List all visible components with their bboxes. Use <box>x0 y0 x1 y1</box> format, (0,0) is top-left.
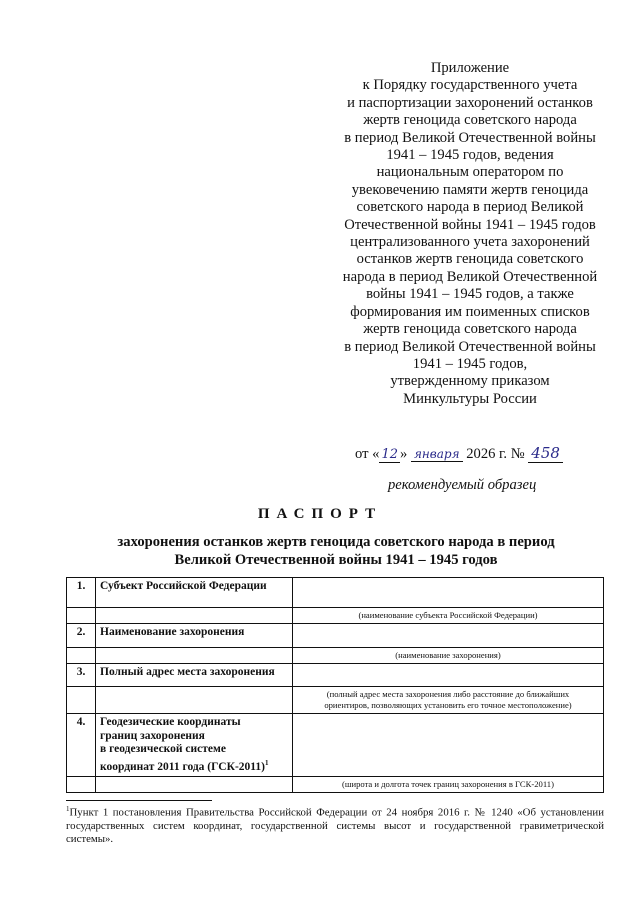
passport-table <box>66 577 604 793</box>
table-row <box>67 624 604 648</box>
appendix-line: Минкультуры России <box>403 390 537 407</box>
footnote <box>66 803 604 846</box>
caption-address <box>293 687 604 714</box>
footnote-divider <box>66 800 212 801</box>
table-row-caption <box>67 648 604 664</box>
coord-label-line-1: Геодезические координаты <box>100 716 241 728</box>
recommended-sample-label: рекомендуемый образец <box>388 477 537 493</box>
page-subtitle <box>40 534 632 569</box>
row-label-coordinates <box>96 714 293 777</box>
order-month-handwritten: января <box>411 447 463 462</box>
appendix-line: 1941 – 1945 годов, <box>412 355 528 372</box>
order-prefix: от « <box>355 446 380 462</box>
footnote-ref: 1 <box>264 758 269 767</box>
table-row-caption <box>67 608 604 624</box>
appendix-line: централизованного учета захоронений <box>350 234 590 251</box>
appendix-line: останков жертв геноцида советского <box>356 251 584 268</box>
table-row <box>67 714 604 777</box>
caption-coordinates: (широта и долгота точек границ захоронения в ГСК-2011) <box>293 776 604 792</box>
coord-label-line-2: границ захоронения <box>100 729 205 742</box>
caption-address-line-1: (полный адрес места захоронения либо расстояние до ближайших <box>326 689 570 699</box>
appendix-line: Отечественной войны 1941 – 1945 годов <box>344 216 596 233</box>
coord-label-line-4 <box>100 757 288 774</box>
row-label-address: Полный адрес места захоронения <box>96 664 293 687</box>
order-date-number <box>355 444 563 463</box>
order-number-handwritten: 458 <box>528 444 563 463</box>
appendix-line: жертв геноцида советского народа <box>363 321 577 338</box>
order-day-handwritten: 12 <box>381 447 398 462</box>
appendix-line: народа в период Великой Отечественной <box>342 268 598 285</box>
coord-label-text: координат 2011 года (ГСК-2011) <box>100 760 265 773</box>
field-burial-name[interactable] <box>293 624 604 648</box>
appendix-line: национальным оператором по <box>376 164 564 181</box>
appendix-line: 1941 – 1945 годов, ведения <box>386 147 554 164</box>
appendix-line: войны 1941 – 1945 годов, а также <box>366 286 574 303</box>
caption-subject: (наименование субъекта Российской Федерации) <box>293 608 604 624</box>
table-row <box>67 664 604 687</box>
field-address[interactable] <box>293 664 604 687</box>
appendix-line: и паспортизации захоронений останков <box>347 94 593 111</box>
field-coordinates[interactable] <box>293 714 604 777</box>
order-quote-close: » <box>399 446 408 462</box>
appendix-line: утвержденному приказом <box>390 373 550 390</box>
row-number: 4. <box>67 714 96 777</box>
field-subject[interactable] <box>293 578 604 608</box>
appendix-line: жертв геноцида советского народа <box>363 112 577 129</box>
appendix-line: к Порядку государственного учета <box>362 77 578 94</box>
footnote-text: Пункт 1 постановления Правительства Российской Федерации от 24 ноября 2016 г. № 1240 «Об установлении государственных систем координат, государственной системы высот и государственной гравиметрической системы». <box>66 806 604 845</box>
appendix-line: Приложение <box>430 60 510 76</box>
row-label-burial-name: Наименование захоронения <box>96 624 293 648</box>
table-row-caption <box>67 687 604 714</box>
appendix-line: советского народа в период Великой <box>356 199 584 216</box>
row-number: 2. <box>67 624 96 648</box>
row-number: 1. <box>67 578 96 608</box>
row-number: 3. <box>67 664 96 687</box>
appendix-line: формирования им поименных списков <box>350 303 590 320</box>
table-row-caption <box>67 776 604 792</box>
row-label-subject: Субъект Российской Федерации <box>96 578 293 608</box>
footnote-marker: 1 <box>66 805 70 813</box>
order-year: 2026 г. № <box>466 446 525 462</box>
caption-burial-name: (наименование захоронения) <box>293 648 604 664</box>
appendix-line: увековечению памяти жертв геноцида <box>351 181 589 198</box>
caption-address-line-2: ориентиров, позволяющих установить его точное местоположение) <box>324 700 572 710</box>
appendix-line: в период Великой Отечественной войны <box>344 129 596 146</box>
subtitle-line-2: Великой Отечественной войны 1941 – 1945 годов <box>174 551 498 568</box>
coord-label-line-3: в геодезической системе <box>100 743 226 755</box>
table-row <box>67 578 604 608</box>
appendix-block <box>318 60 622 408</box>
subtitle-line-1: захоронения останков жертв геноцида советского народа в период <box>117 534 555 550</box>
page-title: ПАСПОРТ <box>257 506 383 522</box>
appendix-line: в период Великой Отечественной войны <box>344 338 596 355</box>
